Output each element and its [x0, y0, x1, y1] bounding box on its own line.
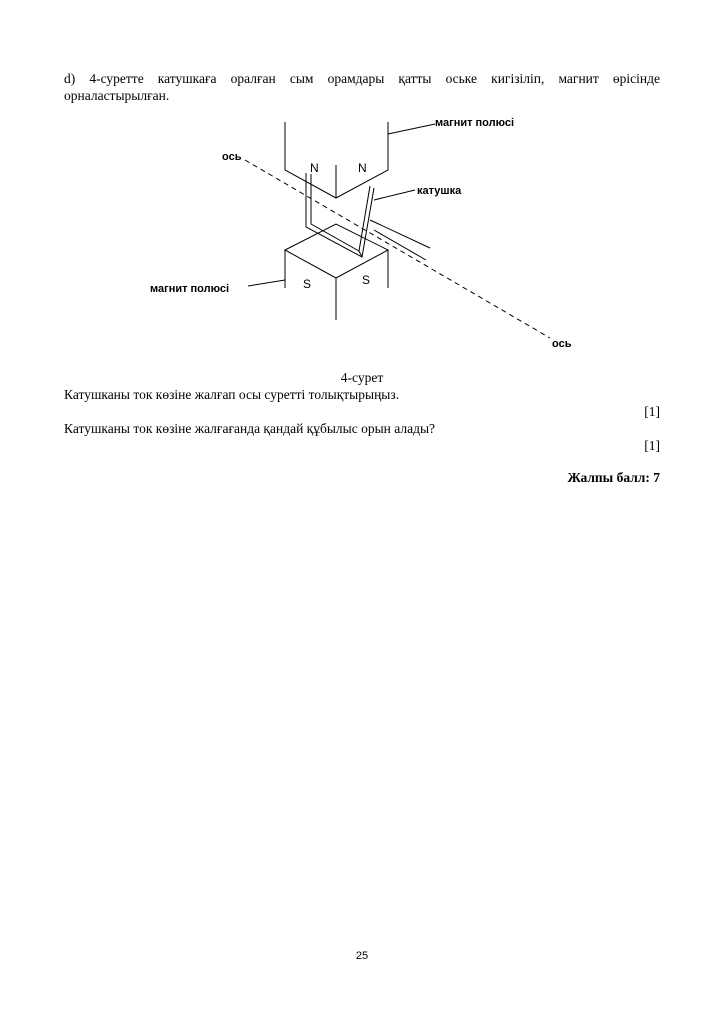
- motor-diagram: [130, 110, 600, 360]
- north-label-left: N: [310, 161, 319, 175]
- question-2-text: Катушканы ток көзіне жалғағанда қандай құбылыс орын алады?: [64, 421, 436, 436]
- intro-line-1: d) 4-суретте катушкаға оралған сым орамдары қатты оське кигізіліп, магнит өрісінде: [64, 71, 660, 86]
- south-label-right: S: [362, 273, 371, 287]
- label-magnet-pole-bottom: магнит полюсі: [150, 283, 230, 295]
- question-intro: [64, 70, 660, 104]
- axis-line: [245, 160, 550, 338]
- south-label-left: S: [303, 277, 312, 291]
- question-2-mark: [1]: [644, 438, 660, 453]
- bottom-magnet-pole-top: [285, 224, 388, 278]
- leader-top-pole: [388, 124, 435, 134]
- intro-line-2: орналастырылған.: [64, 88, 170, 103]
- question-1-mark: [1]: [644, 404, 660, 419]
- coil-inner: [311, 174, 370, 251]
- total-score: Жалпы балл: 7: [567, 470, 660, 485]
- leader-bottom-pole: [248, 280, 285, 286]
- north-label-right: N: [358, 161, 367, 175]
- figure-caption: 4-сурет: [340, 370, 384, 385]
- label-axis-left: ось: [222, 151, 242, 163]
- leader-coil: [374, 190, 415, 200]
- page-number: 25: [355, 950, 369, 962]
- label-axis-right: ось: [552, 338, 572, 350]
- label-magnet-pole-top: магнит полюсі: [435, 117, 515, 129]
- label-coil: катушка: [417, 185, 462, 197]
- question-1-text: Катушканы ток көзіне жалғап осы суретті толықтырыңыз.: [64, 387, 400, 402]
